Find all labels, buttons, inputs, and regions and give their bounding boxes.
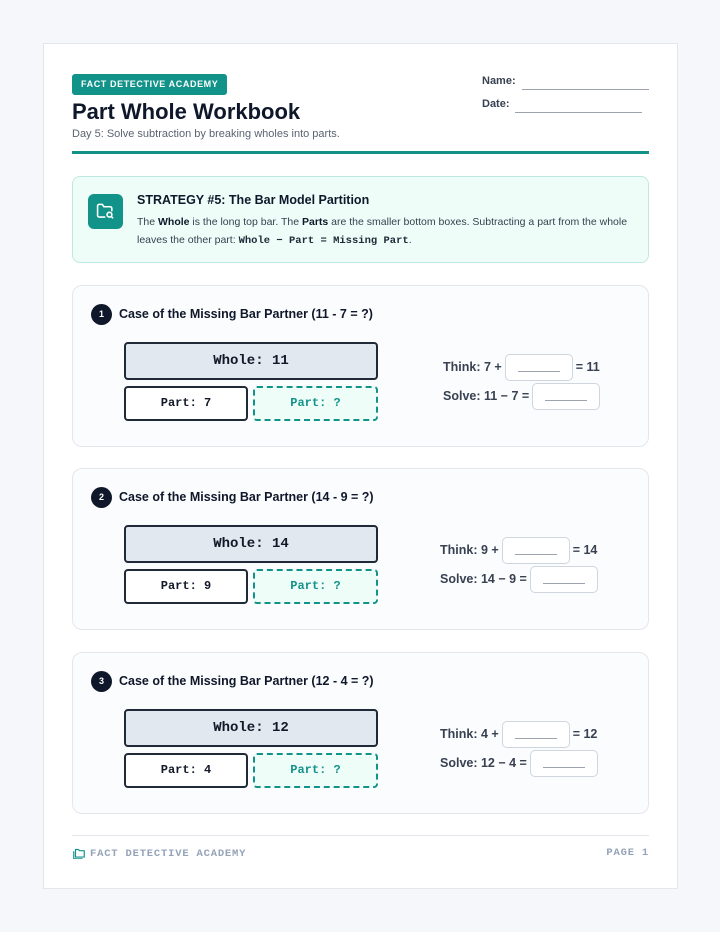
known-part-box: Part: 4 (124, 753, 248, 788)
missing-part-box: Part: ? (253, 569, 378, 604)
solve-answer-box[interactable] (532, 383, 600, 410)
name-line[interactable] (522, 89, 649, 90)
case-number: 1 (91, 304, 112, 325)
case-card-1 (72, 285, 649, 447)
name-label: Name: (482, 75, 516, 87)
known-part-box: Part: 9 (124, 569, 248, 604)
solve-equation: Solve: 12 − 4 = (440, 750, 601, 777)
solve-equation: Solve: 11 − 7 = (443, 383, 603, 410)
whole-term: Whole (158, 216, 190, 228)
name-field[interactable] (482, 75, 516, 87)
whole-bar: Whole: 11 (124, 342, 378, 380)
solve-answer-box[interactable] (530, 566, 598, 593)
strategy-formula: Whole − Part = Missing Part (238, 235, 409, 247)
whole-bar: Whole: 12 (124, 709, 378, 747)
academy-badge: FACT DETECTIVE ACADEMY (72, 74, 227, 95)
missing-part-box: Part: ? (253, 386, 378, 421)
think-answer-box[interactable] (505, 354, 573, 381)
solve-answer-box[interactable] (530, 750, 598, 777)
date-field[interactable] (482, 98, 510, 110)
case-card-2 (72, 468, 649, 630)
strategy-title: STRATEGY #5: The Bar Model Partition (137, 193, 370, 207)
think-equation: Think: 4 + = 12 (440, 721, 597, 748)
case-number: 2 (91, 487, 112, 508)
folder-search-icon (88, 194, 123, 229)
date-label: Date: (482, 98, 510, 110)
folders-icon (72, 847, 86, 859)
think-answer-box[interactable] (502, 537, 570, 564)
think-equation: Think: 9 + = 14 (440, 537, 597, 564)
worksheet-page (43, 43, 678, 889)
page-number: PAGE 1 (606, 847, 649, 859)
case-title: Case of the Missing Bar Partner (14 - 9 = ?) (119, 490, 374, 504)
case-number: 3 (91, 671, 112, 692)
whole-bar: Whole: 14 (124, 525, 378, 563)
missing-part-box: Part: ? (253, 753, 378, 788)
solve-equation: Solve: 14 − 9 = (440, 566, 601, 593)
page-title: Part Whole Workbook (72, 99, 301, 124)
date-line[interactable] (515, 112, 642, 113)
case-title: Case of the Missing Bar Partner (12 - 4 = ?) (119, 674, 374, 688)
parts-term: Parts (301, 216, 329, 228)
case-title: Case of the Missing Bar Partner (11 - 7 = ?) (119, 307, 373, 321)
footer-divider (72, 835, 649, 836)
known-part-box: Part: 7 (124, 386, 248, 421)
strategy-text: The Whole is the long top bar. The Parts are the smaller bottom boxes. Subtracting a part from the whole leaves the other part: Whole − Part = Missing Part. (137, 216, 628, 247)
page-subtitle: Day 5: Solve subtraction by breaking wholes into parts. (72, 128, 340, 140)
footer-brand: FACT DETECTIVE ACADEMY (72, 847, 246, 860)
case-card-3 (72, 652, 649, 814)
strategy-callout (72, 176, 649, 263)
think-answer-box[interactable] (502, 721, 570, 748)
think-equation: Think: 7 + = 11 (443, 354, 600, 381)
header-divider (72, 151, 649, 154)
